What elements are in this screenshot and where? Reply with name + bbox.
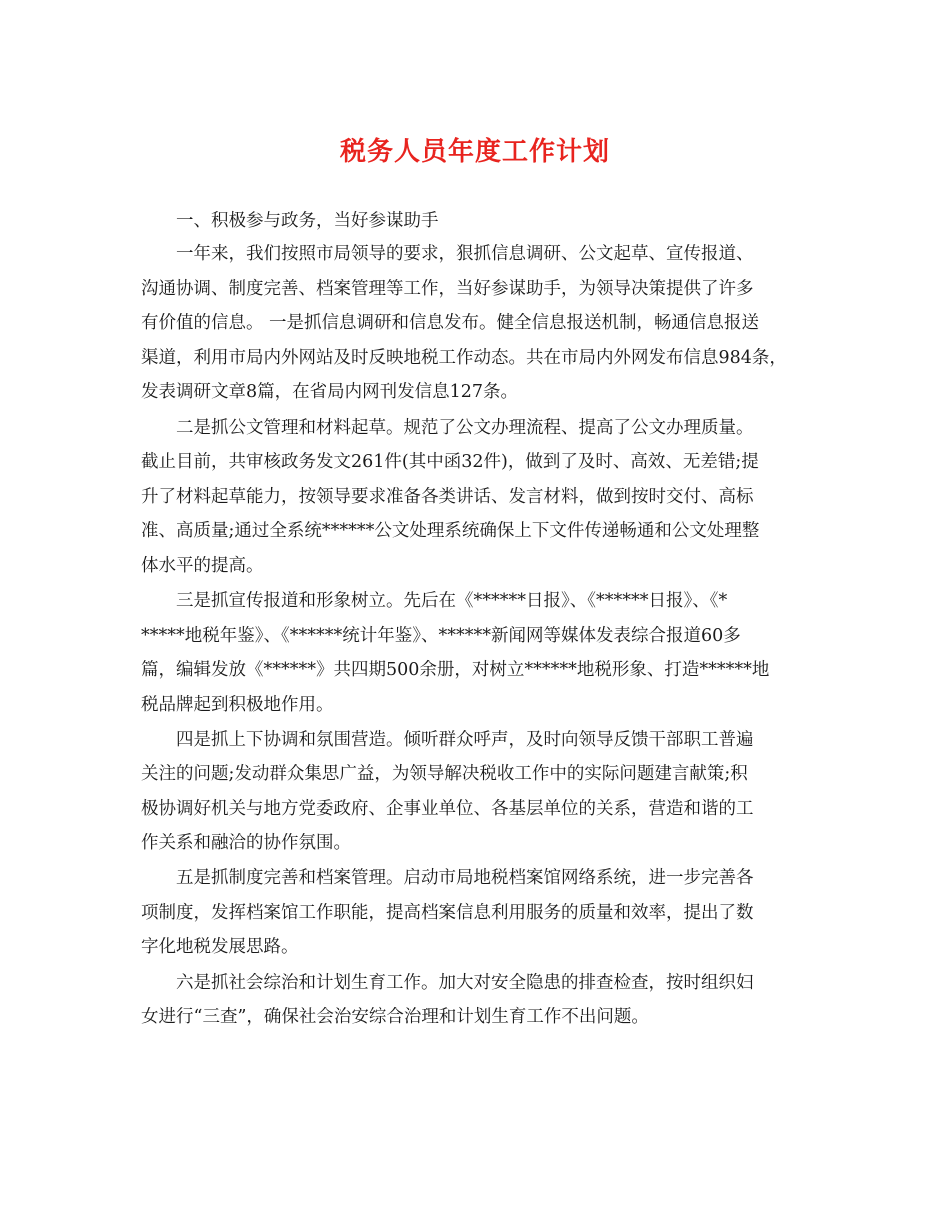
text-line: 篇，编辑发放《******》共四期500余册，对树立******地税形象、打造******地 (141, 660, 770, 680)
text-line: 二是抓公文管理和材料起草。规范了公文办理流程、提高了公文办理质量。 (176, 418, 754, 438)
text-line: 女进行“三查”，确保社会治安综合治理和计划生育工作不出问题。 (141, 1007, 649, 1027)
text-line: *****地税年鉴》、《******统计年鉴》、******新闻网等媒体发表综合报道60多 (141, 626, 741, 646)
text-line: 三是抓宣传报道和形象树立。先后在《******日报》、《******日报》、《* (176, 591, 728, 611)
text-line: 升了材料起草能力，按领导要求准备各类讲话、发言材料，做到按时交付、高标 (141, 487, 754, 507)
text-line: 五是抓制度完善和档案管理。启动市局地税档案馆网络系统，进一步完善各 (176, 868, 754, 888)
text-line: 一年来，我们按照市局领导的要求，狠抓信息调研、公文起草、宣传报道、 (176, 244, 754, 264)
text-line: 项制度，发挥档案馆工作职能，提高档案信息利用服务的质量和效率，提出了数 (141, 903, 754, 923)
text-line: 字化地税发展思路。 (141, 937, 299, 957)
text-line: 作关系和融洽的协作氛围。 (141, 833, 351, 853)
text-line: 渠道，利用市局内外网站及时反映地税工作动态。共在市局内外网发布信息984条， (141, 348, 787, 368)
text-line: 一、积极参与政务，当好参谋助手 (176, 211, 439, 231)
text-line: 有价值的信息。 一是抓信息调研和信息发布。健全信息报送机制，畅通信息报送 (141, 313, 760, 333)
text-line: 沟通协调、制度完善、档案管理等工作，当好参谋助手，为领导决策提供了许多 (141, 279, 754, 299)
text-line: 发表调研文章8篇，在省局内网刊发信息127条。 (141, 382, 519, 402)
text-line: 体水平的提高。 (141, 556, 264, 576)
text-line: 极协调好机关与地方党委政府、企事业单位、各基层单位的关系，营造和谐的工 (141, 799, 754, 819)
text-line: 四是抓上下协调和氛围营造。倾听群众呼声，及时向领导反馈干部职工普遍 (176, 730, 754, 750)
text-line: 六是抓社会综治和计划生育工作。加大对安全隐患的排查检查，按时组织妇 (176, 973, 754, 993)
text-line: 截止目前，共审核政务发文261件(其中函32件)，做到了及时、高效、无差错;提 (141, 452, 759, 472)
text-line: 关注的问题;发动群众集思广益，为领导解决税收工作中的实际问题建言献策;积 (141, 764, 748, 784)
document-title: 税务人员年度工作计划 (339, 137, 610, 167)
text-line: 税品牌起到积极地作用。 (141, 695, 334, 715)
text-line: 准、高质量;通过全系统******公文处理系统确保上下文件传递畅通和公文处理整 (141, 521, 760, 541)
